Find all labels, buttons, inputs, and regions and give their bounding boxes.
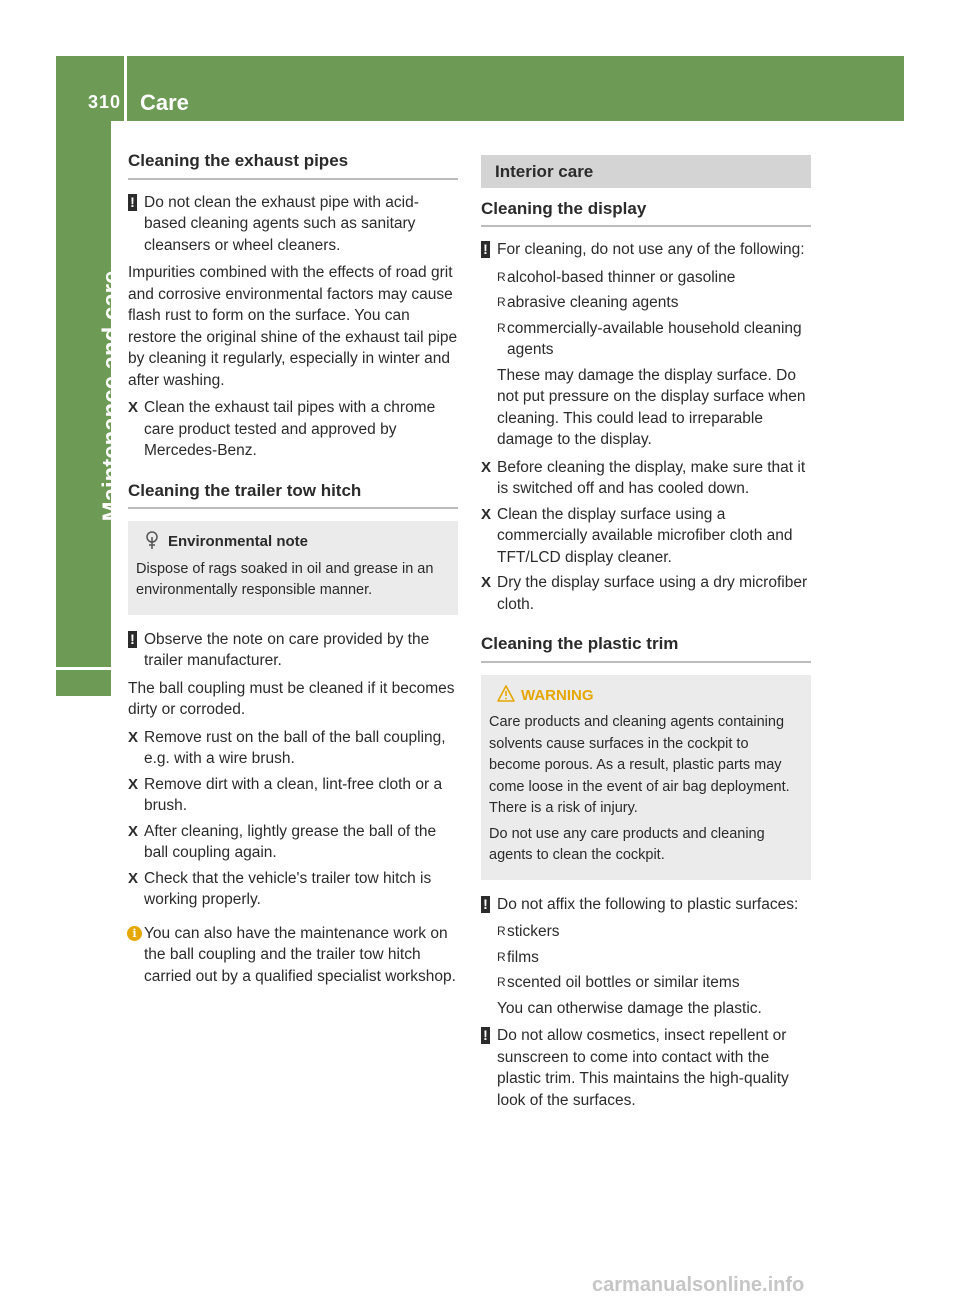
exhaust-note — [128, 192, 458, 257]
step-arrow-icon: X — [481, 505, 492, 523]
hitch-step-text: After cleaning, lightly grease the ball of the ball coupling again. — [144, 822, 437, 861]
exhaust-section-title: Cleaning the exhaust pipes — [128, 150, 458, 180]
warning-triangle-icon — [497, 685, 515, 709]
display-section-title: Cleaning the display — [481, 198, 811, 228]
info-icon: i — [127, 926, 142, 941]
exhaust-step-text: Clean the exhaust tail pipes with a chrome care product tested and approved by Mercedes-Benz. — [144, 399, 436, 459]
step-arrow-icon: X — [481, 458, 492, 476]
plastic-bullet-list — [481, 921, 811, 994]
chapter-title: Care — [140, 90, 189, 115]
right-column — [481, 150, 811, 1117]
hitch-step-3 — [128, 821, 458, 864]
warning-title-text: WARNING — [521, 686, 594, 704]
hitch-step-2 — [128, 774, 458, 817]
step-arrow-icon: X — [128, 728, 139, 746]
exhaust-note-text: Do not clean the exhaust pipe with acid-based cleaning agents such as sanitary cleansers or wheel cleaners. — [144, 193, 419, 254]
environmental-note-title-text: Environmental note — [168, 533, 309, 550]
display-step-1 — [481, 457, 811, 500]
exclamation-icon: ! — [128, 194, 137, 211]
plastic-paragraph: You can otherwise damage the plastic. — [497, 999, 762, 1017]
page-number: 310 — [88, 92, 122, 112]
display-step-2 — [481, 504, 811, 569]
hitch-step-4 — [128, 868, 458, 911]
step-arrow-icon: X — [128, 775, 139, 793]
list-item — [497, 972, 811, 994]
warning-title — [489, 685, 803, 707]
plastic-note-text: Do not affix the following to plastic surfaces: — [497, 895, 799, 913]
plastic-note-2 — [481, 1025, 811, 1111]
environmental-note-box — [128, 521, 458, 615]
step-arrow-icon: X — [481, 574, 492, 591]
hitch-step-text: Check that the vehicle's trailer tow hitch is working properly. — [144, 869, 432, 908]
warning-text: Care products and cleaning agents containing solvents cause surfaces in the cockpit to become porous. As a result, plastic parts may come loose in the event of air bag deployment. There is a risk of injury. — [489, 714, 790, 816]
exhaust-paragraph: Impurities combined with the effects of road grit and corrosive environmental factors may cause flash rust to form on the surface. You can restore the original shine of the exhaust tail pipe by cleaning it regularly, especially in winter and after washing. — [128, 264, 458, 389]
display-step-text: Dry the display surface using a dry microfiber cloth. — [497, 574, 808, 613]
step-arrow-icon: X — [128, 822, 139, 840]
hitch-paragraph: The ball coupling must be cleaned if it becomes dirty or corroded. — [128, 679, 455, 718]
exclamation-icon: ! — [128, 631, 137, 648]
list-item-text: stickers — [507, 923, 560, 940]
display-step-text: Before cleaning the display, make sure that it is switched off and has cooled down. — [497, 458, 806, 497]
side-tab-marker — [56, 670, 111, 696]
bullet-icon: R — [497, 975, 506, 989]
list-item-text: alcohol-based thinner or gasoline — [507, 268, 736, 286]
exhaust-step — [128, 397, 458, 462]
plastic-note-text: Do not allow cosmetics, insect repellent or sunscreen to come into contact with the plastic trim. This maintains the high-quality look of the surfaces. — [497, 1027, 789, 1109]
display-note-text: For cleaning, do not use any of the following: — [497, 241, 805, 258]
bullet-icon: R — [497, 924, 506, 938]
exclamation-icon: ! — [481, 896, 490, 913]
hitch-step-text: Remove dirt with a clean, lint-free cloth or a brush. — [144, 775, 443, 814]
step-arrow-icon: X — [128, 399, 139, 416]
hitch-info — [128, 923, 458, 988]
warning-text: Do not use any care products and cleaning agents to clean the cockpit. — [489, 825, 765, 863]
list-item — [497, 921, 811, 943]
display-note — [481, 239, 811, 261]
interior-care-band: Interior care — [481, 155, 811, 188]
environmental-note-title — [136, 531, 450, 553]
list-item-text: scented oil bottles or similar items — [507, 974, 740, 991]
step-arrow-icon: X — [128, 869, 139, 887]
hitch-note — [128, 629, 458, 672]
bullet-icon: R — [497, 949, 506, 964]
list-item-text: commercially-available household cleaning agents — [507, 319, 802, 358]
watermark: carmanualsonline.info — [592, 1274, 805, 1296]
hitch-step-1 — [128, 727, 458, 770]
environmental-note-text: Dispose of rags soaked in oil and grease in an environmentally responsible manner. — [136, 560, 434, 598]
list-item — [497, 318, 811, 361]
list-item-text: films — [507, 948, 539, 966]
list-item — [497, 267, 811, 289]
bullet-icon: R — [497, 320, 506, 335]
list-item-text: abrasive cleaning agents — [507, 294, 679, 311]
display-paragraph: These may damage the display surface. Do not put pressure on the display surface when cleaning. This could lead to irreparable damage to the display. — [497, 366, 806, 448]
hitch-info-text: You can also have the maintenance work on the ball coupling and the trailer tow hitch carried out by a qualified specialist workshop. — [144, 924, 456, 985]
hitch-section-title: Cleaning the trailer tow hitch — [128, 480, 458, 510]
bullet-icon: R — [497, 295, 506, 309]
lightbulb-icon — [144, 531, 160, 558]
warning-box — [481, 675, 811, 880]
display-step-3 — [481, 572, 811, 615]
exclamation-icon: ! — [481, 1027, 490, 1044]
display-step-text: Clean the display surface using a commercially available microfiber cloth and TFT/LCD display cleaner. — [497, 505, 793, 566]
exclamation-icon: ! — [481, 241, 490, 258]
header-divider — [124, 56, 127, 121]
bullet-icon: R — [497, 269, 506, 284]
list-item — [497, 292, 811, 314]
plastic-section-title: Cleaning the plastic trim — [481, 633, 811, 663]
display-bullet-list — [481, 267, 811, 361]
left-column — [128, 150, 458, 993]
plastic-note-1 — [481, 894, 811, 916]
side-label-text: Maintenance and care — [98, 270, 125, 522]
hitch-step-text: Remove rust on the ball of the ball coupling, e.g. with a wire brush. — [144, 728, 446, 767]
list-item — [497, 947, 811, 969]
hitch-note-text: Observe the note on care provided by the trailer manufacturer. — [144, 630, 430, 669]
